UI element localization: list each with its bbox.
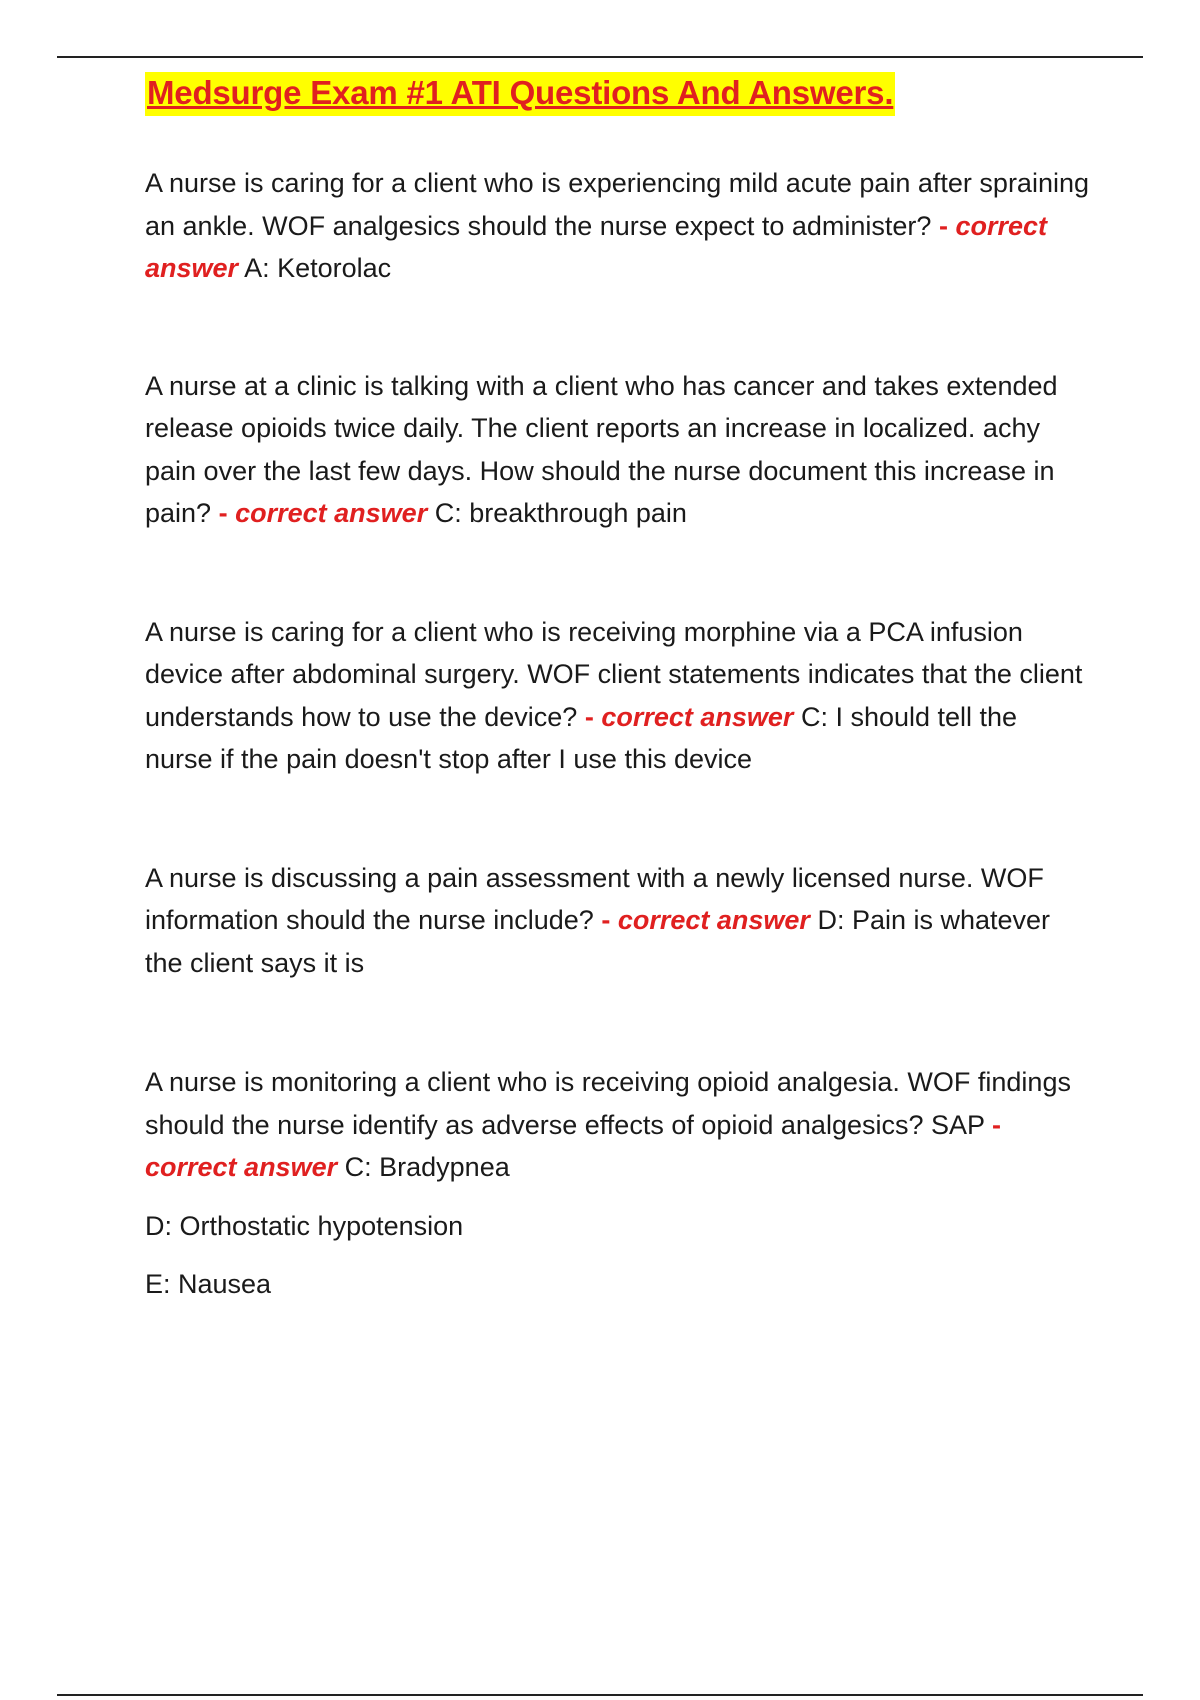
question-text: A nurse is monitoring a client who is receiving opioid analgesia. WOF findings should the nurse identify as adverse effects of opioid analgesics? SAP bbox=[145, 1067, 1071, 1140]
question-text: A nurse at a clinic is talking with a client who has cancer and takes extended release opioids twice daily. The client reports an increase in localized. achy pain over the last few days. How should the nurse document this increase in pain? bbox=[145, 370, 1058, 528]
qa-item-4 bbox=[145, 857, 1090, 985]
question-text: A nurse is caring for a client who is experiencing mild acute pain after spraining an ankle. WOF analgesics should the nurse expect to administer? bbox=[145, 168, 1089, 241]
qa-item-2 bbox=[145, 365, 1090, 535]
answer-text: C: Bradypnea bbox=[344, 1152, 510, 1182]
answer-separator: - bbox=[584, 701, 594, 732]
additional-answer: D: Orthostatic hypotension bbox=[145, 1210, 464, 1241]
correct-answer-label: correct answer bbox=[617, 905, 810, 935]
answer-separator: - bbox=[938, 210, 948, 241]
document-title: Medsurge Exam #1 ATI Questions And Answers. bbox=[145, 72, 895, 116]
correct-answer-label: correct answer bbox=[601, 701, 794, 732]
bottom-divider bbox=[57, 1694, 1143, 1696]
correct-answer-label: correct answer bbox=[235, 498, 428, 528]
qa-item-3 bbox=[145, 611, 1090, 781]
answer-separator: - bbox=[601, 905, 611, 935]
answer-separator: - bbox=[992, 1109, 1002, 1140]
question-text: A nurse is discussing a pain assessment with a newly licensed nurse. WOF information should the nurse include? bbox=[145, 862, 1044, 935]
answer-text: C: I should tell the nurse if the pain doesn't stop after I use this device bbox=[145, 701, 1018, 774]
answer-text: C: breakthrough pain bbox=[434, 498, 687, 528]
qa-item-5 bbox=[145, 1061, 1090, 1189]
correct-answer-label: correct answer bbox=[145, 210, 1047, 283]
top-divider bbox=[57, 56, 1143, 58]
answer-text: D: Pain is whatever the client says it is bbox=[145, 905, 1051, 978]
document-body bbox=[145, 72, 1090, 1306]
answer-separator: - bbox=[218, 498, 228, 528]
additional-answer: E: Nausea bbox=[145, 1269, 272, 1299]
question-text: A nurse is caring for a client who is receiving morphine via a PCA infusion device after abdominal surgery. WOF client statements indicates that the client understands how to use the device? bbox=[145, 616, 1083, 732]
qa-item-1 bbox=[145, 162, 1090, 290]
answer-text: A: Ketorolac bbox=[244, 253, 392, 283]
correct-answer-label: correct answer bbox=[145, 1152, 338, 1182]
